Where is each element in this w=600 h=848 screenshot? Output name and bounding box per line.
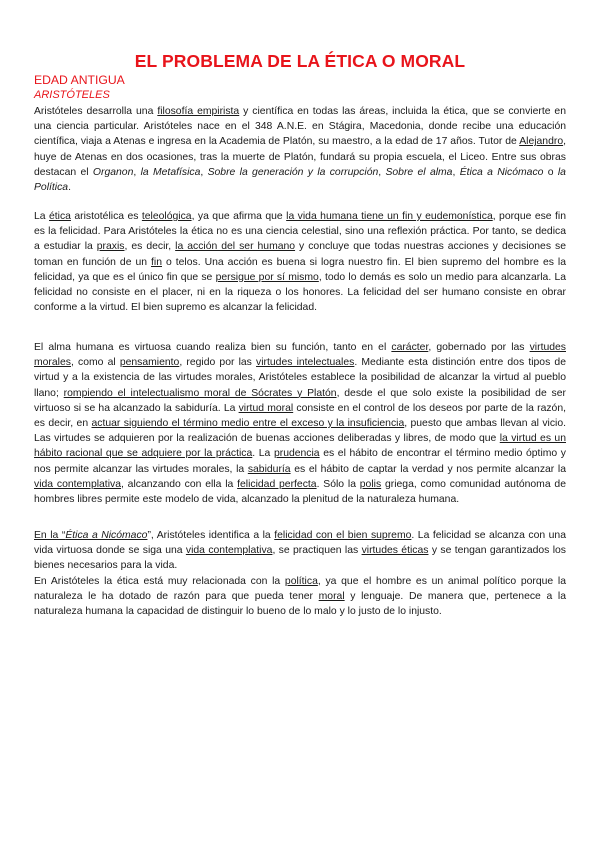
work-title: la Metafísica — [140, 166, 201, 178]
underlined-term: teleológica — [141, 211, 192, 222]
underlined-term: rompiendo el intelectualismo moral de Sócrates y Platón — [63, 387, 337, 399]
text: . La felicidad se alcanza con una vida virtuosa donde se siga una — [34, 530, 566, 557]
underlined-term: pensamiento — [119, 357, 180, 369]
underlined-term: la vida humana tiene un fin y eudemonística — [286, 211, 493, 222]
work-title: Ética a Nicómaco — [65, 530, 148, 541]
author-subheading: ARISTÓTELES — [34, 89, 110, 101]
underlined-term — [34, 530, 147, 541]
underlined-term: persigue por sí mismo — [215, 271, 319, 283]
text: y lenguaje. De manera que, pertenece a la naturaleza humana la capacidad de distinguir lo bueno de lo malo y lo justo de lo injusto. — [34, 591, 566, 618]
text: Aristóteles desarrolla una — [34, 106, 158, 117]
work-title: Ética a Nicómaco — [459, 166, 544, 178]
text: , todo lo demás es solo un medio para alcanzarla. La felicidad no consiste en el placer, ni en la riqueza o los honores. La felicidad del ser humano consiste en obrar conforme a la virtud. El bien supremo es alcanzar la felicidad. — [34, 271, 567, 314]
text: o telos. Una acción es buena si logra nuestro fin. El bien supremo del hombre es la felicidad, ya que es el único fin que se — [34, 256, 566, 283]
text: , puesto que ambas llevan al vicio. Las virtudes se adquieren por la realización de buenas acciones deliberadas y libres, de modo que — [34, 418, 567, 445]
text: El alma humana es virtuosa cuando realiza bien su función, tanto en el — [34, 342, 392, 353]
underlined-term: actuar siguiendo el término medio entre el exceso y la insuficiencia — [91, 418, 405, 430]
underlined-term: virtud moral — [238, 402, 294, 414]
underlined-term: la acción del ser humano — [175, 241, 296, 253]
text: , se practiquen las — [272, 545, 362, 557]
work-title: Sobre la generación y la corrupción — [207, 166, 379, 178]
text: , — [200, 166, 208, 178]
text: . Sólo la — [316, 478, 360, 490]
underlined-term: Alejandro — [519, 136, 564, 148]
text: . — [68, 182, 71, 194]
paragraph-biography — [34, 104, 566, 195]
text: ”, Aristóteles identifica a la — [147, 530, 275, 541]
paragraph-nicomachean — [34, 528, 566, 574]
text: La — [34, 211, 49, 222]
text: , regido por las — [179, 357, 257, 369]
underlined-term: prudencia — [273, 448, 320, 460]
paragraph-politics — [34, 574, 566, 620]
text: , alcanzando con ella la — [120, 478, 238, 490]
text: y científica en todas las áreas, incluida la ética, que se convierte en una ciencia particular. Aristóteles nace en el 348 A.N.E. en Stágira, Macedonia, donde recibe una educación científica, viaja a Atenas e ingresa en la Academia de Platón, su maestro, a la edad de 17 años. Tutor de — [34, 106, 566, 148]
text: , como al — [70, 357, 120, 369]
text: , gobernado por las — [428, 342, 530, 353]
paragraph-virtues — [34, 340, 566, 507]
work-title: Sobre el alma — [385, 166, 453, 178]
paragraph-teleology — [34, 209, 566, 315]
underlined-term: felicidad con el bien supremo — [274, 530, 412, 541]
text: . Mediante esta distinción entre dos tipos de virtud y a la existencia de las virtudes morales, Aristóteles establece la posibilidad de alcanzar la virtud al pueblo llano; — [34, 357, 566, 399]
text: griega, como comunidad autónoma de hombres libres permite este modelo de vida, alcanzado la plenitud de la naturaleza humana. — [34, 478, 566, 506]
text: En Aristóteles la ética está muy relacionada con la — [34, 576, 285, 587]
text: En la “ — [34, 530, 66, 541]
underlined-term: sabiduría — [247, 463, 291, 475]
text: , — [378, 166, 386, 178]
text: consiste en el control de los deseos por parte de la razón, es decir, en — [34, 402, 566, 430]
work-title: Organon — [92, 166, 134, 178]
section-heading: EDAD ANTIGUA — [34, 73, 125, 87]
work-title: la Política — [34, 166, 566, 194]
text: , huye de Atenas en dos ocasiones, tras la muerte de Platón, fundará su propia escuela, el Liceo. Entre sus obras destacan el — [34, 136, 566, 178]
text: , — [133, 166, 141, 178]
document-title: EL PROBLEMA DE LA ÉTICA O MORAL — [134, 51, 466, 71]
text: es el hábito de encontrar el término medio óptimo y nos permite alcanzar las virtudes morales, la — [34, 448, 566, 475]
underlined-term: vida contemplativa — [185, 545, 273, 557]
underlined-term: virtudes intelectuales — [256, 357, 355, 369]
text: , porque ese fin es la felicidad. Para Aristóteles la ética no es una ciencia celestial, sino una reflexión práctica. Por tanto, se dedica a estudiar la — [34, 211, 566, 253]
underlined-term: filosofía empirista — [157, 106, 240, 117]
text: . La — [252, 448, 274, 460]
underlined-term: moral — [318, 591, 345, 603]
underlined-term: política — [284, 576, 318, 587]
underlined-term: fin — [151, 256, 162, 268]
text: aristotélica es — [70, 211, 142, 222]
underlined-term: virtudes morales — [34, 342, 566, 369]
underlined-term: polis — [359, 478, 382, 490]
text: y se tengan garantizados los bienes necesarios para la vida. — [34, 545, 566, 572]
underlined-term: praxis — [96, 241, 125, 253]
text: es el hábito de captar la verdad y nos permite alcanzar la — [290, 463, 567, 475]
text: , — [452, 166, 460, 178]
underlined-term: virtudes éticas — [361, 545, 429, 557]
underlined-term: carácter — [391, 342, 429, 353]
text: y concluye que todas nuestras acciones y decisiones se toman en función de un — [34, 241, 566, 268]
underlined-term: felicidad perfecta — [237, 478, 317, 490]
text: , ya que afirma que — [191, 211, 287, 222]
underlined-term: ética — [49, 211, 71, 222]
text: , es decir, — [124, 241, 176, 253]
underlined-term: la virtud es un hábito racional que se adquiere por la práctica — [34, 433, 566, 460]
text: , ya que el hombre es un animal político porque la naturaleza le ha dotado de razón para que pueda tener — [34, 576, 566, 603]
text: o — [543, 166, 558, 178]
text: , desde el que solo existe la posibilidad de ser virtuoso si se ha alcanzado la sabiduría. La — [34, 387, 566, 414]
underlined-term: vida contemplativa — [34, 478, 121, 490]
